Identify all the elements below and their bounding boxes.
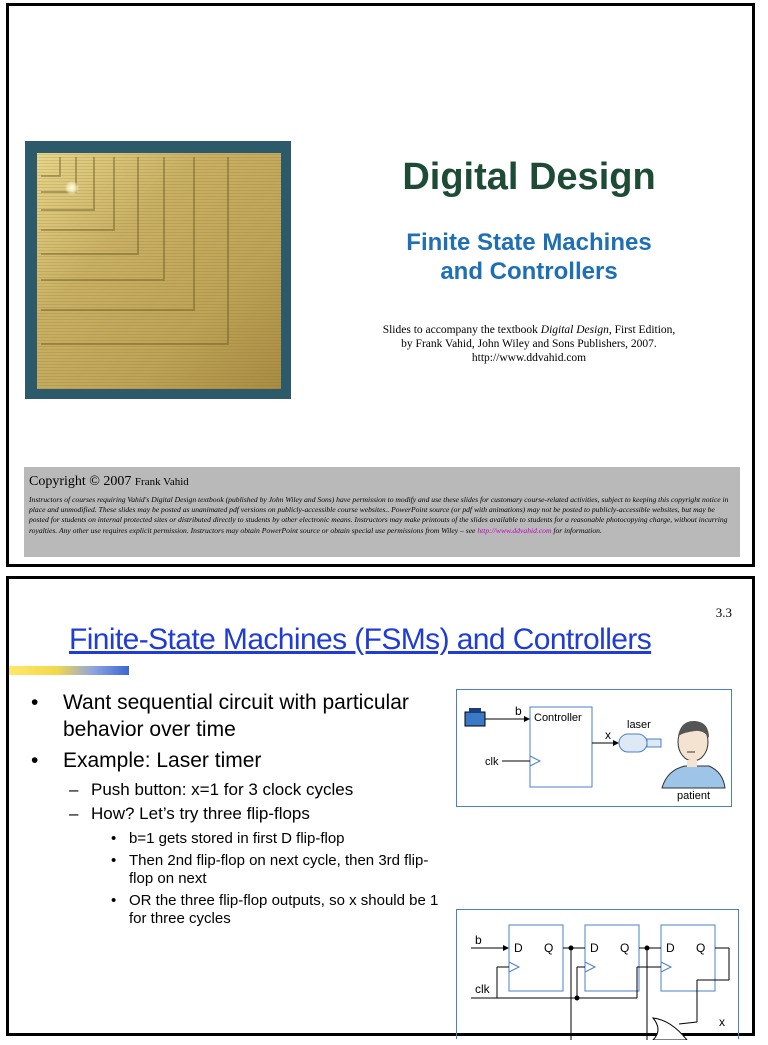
slide-subtitle (309, 228, 749, 286)
copyright-bar (24, 467, 740, 557)
push-button-cap (469, 708, 481, 713)
subtitle-line-1: Finite State Machines (406, 229, 652, 256)
ff1-d: D (514, 941, 523, 955)
subsub-bullet-text: b=1 gets stored in first D flip-flop (129, 830, 345, 847)
push-button-icon (465, 712, 485, 726)
subsub-bullet-item: • OR the three flip-flop outputs, so x should be 1 for three cycles (111, 892, 439, 927)
label-patient: patient (677, 790, 711, 802)
title-slide (6, 3, 755, 567)
notice-link[interactable]: http://www.ddvahid.com (477, 525, 552, 535)
bullet-item: • Example: Laser timer (31, 749, 262, 772)
flip-flop-1 (509, 925, 563, 991)
laser-icon (619, 734, 647, 752)
label-b: b (475, 933, 482, 947)
flip-flop-2 (585, 925, 639, 991)
patient-icon (662, 721, 725, 788)
copyright-line (29, 474, 189, 490)
laser-timer-diagram (456, 689, 732, 807)
sub-bullet-text: Push button: x=1 for 3 clock cycles (91, 780, 354, 799)
ff3-q: Q (696, 941, 706, 955)
notice-tail: for information. (551, 525, 602, 535)
flip-flop-3 (661, 925, 715, 991)
sub-bullet-text: How? Let’s try three flip-flops (91, 804, 310, 823)
credit-publisher: by Frank Vahid, John Wiley and Sons Publishers, 2007. (401, 338, 657, 350)
label-x: x (605, 728, 611, 742)
book-cover-image (25, 141, 291, 399)
subsub-bullet-item: • b=1 gets stored in first D flip-flop (111, 830, 345, 847)
laser-timer-svg (457, 690, 731, 806)
copyright-label: Copyright © 2007 (29, 474, 132, 489)
ff1-q: Q (544, 941, 554, 955)
accent-bar (9, 666, 129, 675)
book-title: Digital Design (540, 324, 609, 336)
sub-bullet-item: – How? Let’s try three flip-flops (69, 804, 310, 823)
credit-url: http://www.ddvahid.com (471, 352, 587, 364)
label-clk: clk (485, 756, 499, 768)
label-clk: clk (475, 982, 490, 996)
copyright-notice (29, 495, 734, 536)
subtitle-line-2: and Controllers (440, 258, 618, 285)
flip-flop-diagram (456, 909, 739, 1039)
copyright-name: Frank Vahid (134, 476, 189, 488)
slide-heading[interactable]: Finite-State Machines (FSMs) and Controllers (69, 623, 652, 656)
cover-texture (37, 153, 281, 389)
bullet-text: Example: Laser timer (63, 749, 262, 772)
flip-flop-svg (457, 910, 738, 1040)
label-controller: Controller (534, 712, 582, 724)
bullet-text: Want sequential circuit with particular behavior over time (63, 691, 409, 741)
textbook-credit (309, 323, 749, 365)
subsub-bullet-text: OR the three flip-flop outputs, so x should be 1 for three cycles (129, 892, 439, 927)
sub-bullet-item: – Push button: x=1 for 3 clock cycles (69, 780, 354, 799)
label-b: b (515, 704, 522, 718)
ff2-q: Q (620, 941, 630, 955)
subsub-bullet-text: Then 2nd flip-flop on next cycle, then 3rd flip-flop on next (129, 852, 429, 887)
bullet-list (31, 689, 441, 931)
page-number: 3.3 (715, 605, 732, 620)
content-slide (6, 576, 755, 1036)
credit-prefix: Slides to accompany the textbook (382, 324, 541, 336)
label-laser: laser (627, 719, 651, 731)
bullet-item: • Want sequential circuit with particular behavior over time (31, 691, 409, 741)
or-gate (653, 1018, 687, 1040)
credit-suffix: , First Edition, (608, 324, 676, 336)
subsub-bullet-item: • Then 2nd flip-flop on next cycle, then 3rd flip-flop on next (111, 852, 429, 887)
ff3-d: D (666, 941, 675, 955)
highlight-spot (65, 181, 79, 195)
notice-text: Instructors of courses requiring Vahid's Digital Design textbook (published by John Wiley and Sons) have permission to modify and use these slides for customary course-related activities, subject to keeping this copyright notice in place and unmodified. These slides may be posted as unanimated pdf versions on publicly-accessible course websites.. PowerPoint source (or pdf with animations) may not be posted to publicly-accessible websites, but may be posted for students on internal protected sites or distributed directly to students by other electronic means. Instructors may make printouts of the slides available to students for a reasonable photocopying charge, without incurring royalties. Any other use requires explicit permission. Instructors may obtain PowerPoint source or obtain special use permissions from Wiley – see (29, 495, 729, 535)
slide-title: Digital Design (402, 156, 656, 198)
ff2-d: D (590, 941, 599, 955)
label-x: x (719, 1015, 725, 1029)
